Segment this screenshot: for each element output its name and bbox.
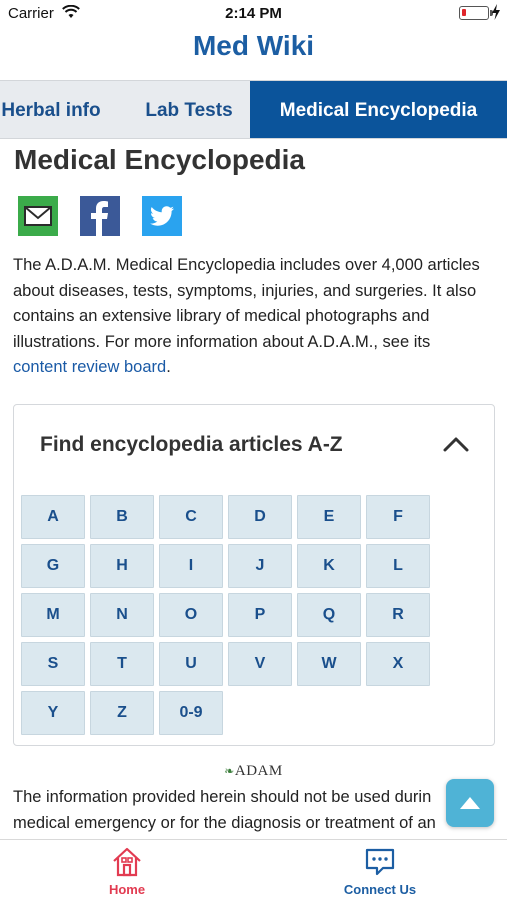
home-icon [111, 846, 143, 878]
disclaimer [13, 784, 507, 836]
letter-button-h[interactable]: H [90, 544, 154, 588]
page-title: Medical Encyclopedia [14, 144, 305, 175]
tab-bar [0, 80, 507, 139]
battery-icon [459, 6, 489, 20]
letter-button-w[interactable]: W [297, 642, 361, 686]
letter-button-j[interactable]: J [228, 544, 292, 588]
scroll-to-top-button[interactable] [446, 779, 494, 827]
letter-button-r[interactable]: R [366, 593, 430, 637]
status-bar [0, 0, 507, 28]
carrier-label: Carrier [8, 5, 54, 22]
nav-connect-us-label: Connect Us [343, 882, 417, 897]
adam-logo [0, 763, 507, 780]
nav-home-label: Home [108, 882, 146, 897]
facebook-icon[interactable] [80, 196, 120, 236]
letter-button-u[interactable]: U [159, 642, 223, 686]
letter-button-d[interactable]: D [228, 495, 292, 539]
letter-button-c[interactable]: C [159, 495, 223, 539]
letter-button-i[interactable]: I [159, 544, 223, 588]
letter-button-a[interactable]: A [21, 495, 85, 539]
intro-text: The A.D.A.M. Medical Encyclopedia includes over 4,000 articles about diseases, tests, symptoms, injuries, and surgeries. It also contains an extensive library of medical photographs and illustrations. For more information about A.D.A.M., see its [13, 256, 480, 351]
letter-button-s[interactable]: S [21, 642, 85, 686]
charging-bolt-icon [491, 4, 501, 20]
share-bar [18, 196, 182, 236]
app-title: Med Wiki [192, 30, 315, 61]
az-panel-title: Find encyclopedia articles A-Z [40, 433, 343, 456]
letter-button-n[interactable]: N [90, 593, 154, 637]
tab-lab-tests[interactable]: Lab Tests [145, 100, 233, 121]
letter-button-o[interactable]: O [159, 593, 223, 637]
letter-button-p[interactable]: P [228, 593, 292, 637]
letter-button-m[interactable]: M [21, 593, 85, 637]
letter-button-x[interactable]: X [366, 642, 430, 686]
letter-button-f[interactable]: F [366, 495, 430, 539]
nav-home[interactable] [67, 846, 187, 897]
letter-button-l[interactable]: L [366, 544, 430, 588]
clock: 2:14 PM [225, 5, 282, 22]
disclaimer-line-1: The information provided herein should not be used durin [13, 788, 432, 806]
disclaimer-line-2: medical emergency or for the diagnosis or treatment of an [13, 814, 436, 832]
nav-connect-us[interactable] [320, 846, 440, 897]
intro-paragraph [13, 253, 483, 381]
letter-button-v[interactable]: V [228, 642, 292, 686]
intro-end: . [166, 358, 171, 376]
tab-herbal-info[interactable]: Herbal info [1, 100, 101, 121]
letter-button-q[interactable]: Q [297, 593, 361, 637]
letter-button-e[interactable]: E [297, 495, 361, 539]
letter-button-b[interactable]: B [90, 495, 154, 539]
letter-button-y[interactable]: Y [21, 691, 85, 735]
az-letter-grid [21, 495, 491, 735]
content-review-board-link[interactable]: content review board [13, 358, 167, 376]
twitter-icon[interactable] [142, 196, 182, 236]
letter-button-g[interactable]: G [21, 544, 85, 588]
leaf-icon: ❧ [224, 764, 235, 778]
chat-bubble-icon [364, 846, 396, 878]
email-icon[interactable] [18, 196, 58, 236]
arrow-up-icon [459, 796, 481, 810]
chevron-up-icon[interactable] [442, 435, 470, 453]
bottom-nav [0, 839, 507, 900]
letter-button-t[interactable]: T [90, 642, 154, 686]
letter-button-0-9[interactable]: 0-9 [159, 691, 223, 735]
adam-logo-text: ADAM [234, 763, 283, 779]
letter-button-z[interactable]: Z [90, 691, 154, 735]
tab-medical-encyclopedia[interactable]: Medical Encyclopedia [250, 81, 507, 139]
az-panel [13, 404, 495, 746]
letter-button-k[interactable]: K [297, 544, 361, 588]
